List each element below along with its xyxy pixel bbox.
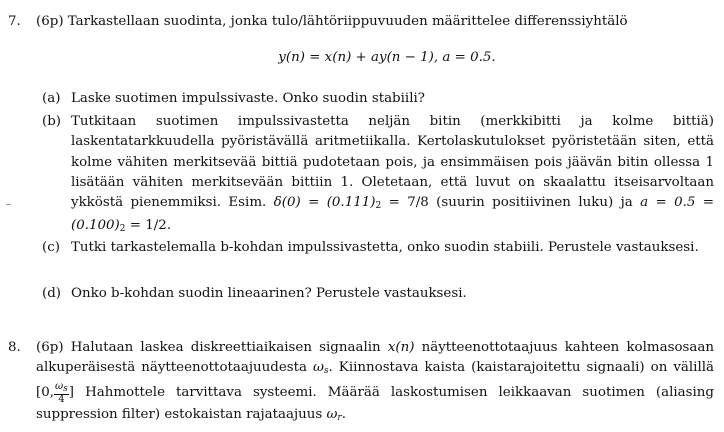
part-label: (a) xyxy=(42,91,61,106)
omega-s-symbol: ω xyxy=(313,360,324,376)
difference-equation: y(n) = x(n) + ay(n − 1), a = 0.5. xyxy=(278,50,496,65)
delta-value: = 7/8 (suurin positiivinen luku) ja xyxy=(381,195,633,211)
omega-r-symbol: ω xyxy=(326,406,338,422)
a-base: 2 xyxy=(119,224,126,235)
interval-close: ] xyxy=(68,384,75,400)
p8-intro-1: (6p) Halutaan laskea diskreettiaikaisen signaalin xyxy=(36,340,381,355)
delta-base: 2 xyxy=(375,201,382,212)
signal-symbol: x(n) xyxy=(387,340,415,355)
p8-intro-4: Hahmottele tarvittava systeemi. Määrää laskostumisen leikkaavan suotimen (aliasing suppression filter) estokaistan rajataajuus xyxy=(36,384,714,422)
delta-example: δ(0) = (0.111) xyxy=(273,195,376,211)
part-7d xyxy=(42,284,714,304)
problem-7-number: 7. xyxy=(8,14,21,29)
part-7c xyxy=(42,238,714,258)
problem-8-number: 8. xyxy=(8,340,21,355)
part-7b xyxy=(42,112,714,240)
problem-8-text xyxy=(36,338,714,428)
frac-denominator: 4 xyxy=(58,393,65,405)
part-text: Tutki tarkastelemalla b-kohdan impulssivastetta, onko suodin stabiili. Perustele vastauksesi. xyxy=(71,240,699,255)
p8-tail: . xyxy=(341,406,346,422)
part-label: (b) xyxy=(42,114,62,129)
margin-mark: – xyxy=(6,199,11,210)
part-text: Laske suotimen impulssivaste. Onko suodin stabiili? xyxy=(71,91,425,106)
part-text: Onko b-kohdan suodin lineaarinen? Perustele vastauksesi. xyxy=(71,286,467,301)
part-7a xyxy=(42,89,714,109)
omega-s-over-4 xyxy=(54,382,69,405)
p8-intro-2: näytteenottotaajuus kahteen kolmasosaan alkuperäisestä näytteenottotaajuudesta xyxy=(36,340,714,376)
interval-open: [0, xyxy=(36,384,55,400)
omega-s-subscript: s xyxy=(323,366,329,377)
a-value: = 1/2. xyxy=(125,218,172,234)
p8-intro-3: . Kiinnostava kaista (kaistarajoitettu signaali) on välillä xyxy=(328,360,714,376)
omega-r-subscript: r xyxy=(337,412,342,423)
a-example: a = 0.5 = (0.100) xyxy=(71,195,714,234)
part-7b-text: Tutkitaan suotimen impulssivastetta neljän bitin (merkkibitti ja kolme bittiä) laskentatarkkuudella pyöristävällä aritmetiikalla. Kertolaskutulokset pyöristetään siten, että kolme vähiten merkitsevää bittiä pudotetaan pois, ja ensimmäisen pois jäävän bitin ollessa 1 lisätään vähiten merkitsevään bittiin 1. Oletetaan, että luvut on skaalattu itseisarvoltaan ykköstä pienemmiksi. Esim. xyxy=(71,114,714,211)
frac-numerator: ωs xyxy=(55,380,68,394)
problem-7-intro: (6p) Tarkastellaan suodinta, jonka tulo/lähtöriippuvuuden määrittelee differenssiyhtälö xyxy=(36,14,628,29)
part-text xyxy=(71,112,714,240)
part-label: (c) xyxy=(42,240,60,255)
part-label: (d) xyxy=(42,286,62,301)
